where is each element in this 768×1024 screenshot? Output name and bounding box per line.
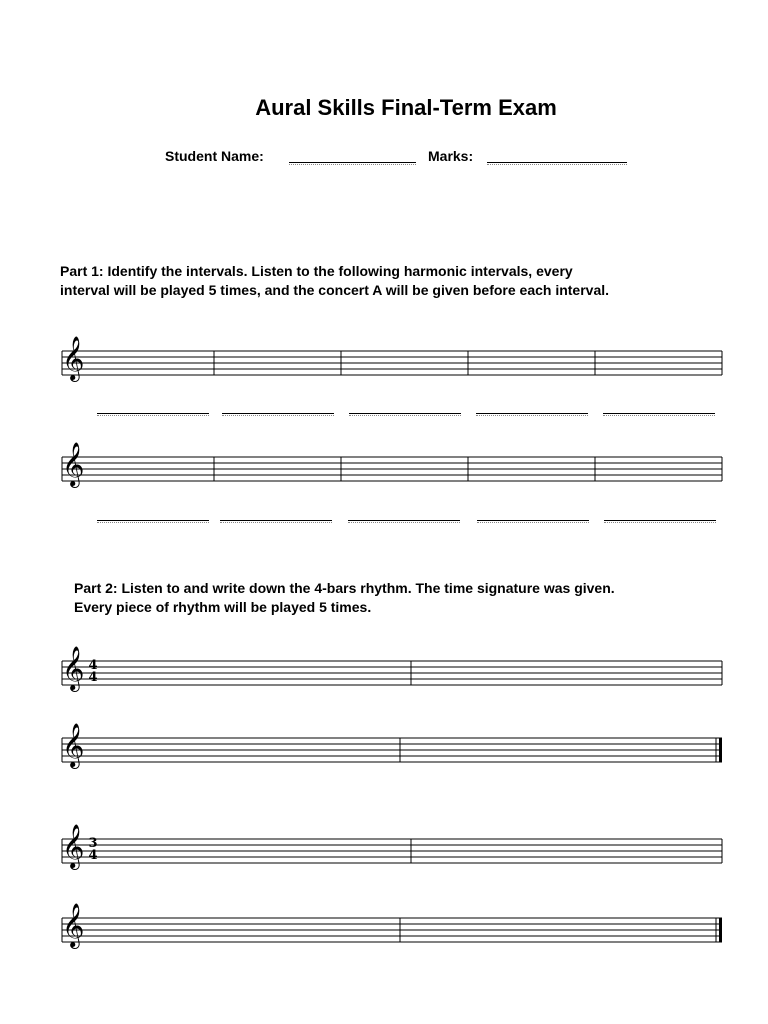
part2-line-1: Part 2: Listen to and write down the 4-bars rhythm. The time signature was given. [74, 580, 615, 596]
part1-line-2: interval will be played 5 times, and the concert A will be given before each interval. [60, 282, 610, 298]
treble-clef-icon: 𝄞 [62, 723, 85, 767]
time-signature-top: 3 [88, 836, 98, 851]
exam-title: Aural Skills Final-Term Exam [255, 95, 557, 120]
treble-clef-icon: 𝄞 [62, 824, 85, 868]
part1-line-1: Part 1: Identify the intervals. Listen to the following harmonic intervals, every [60, 263, 573, 279]
marks-label: Marks: [428, 148, 474, 164]
part2-line-2: Every piece of rhythm will be played 5 times. [74, 599, 372, 615]
student-name-label: Student Name: [165, 148, 264, 164]
time-signature-bottom: 4 [88, 848, 98, 863]
time-signature-bottom: 4 [88, 670, 98, 685]
time-signature-top: 4 [88, 658, 98, 673]
treble-clef-icon: 𝄞 [62, 336, 85, 380]
treble-clef-icon: 𝄞 [62, 442, 85, 486]
treble-clef-icon: 𝄞 [62, 646, 85, 690]
treble-clef-icon: 𝄞 [62, 903, 85, 947]
